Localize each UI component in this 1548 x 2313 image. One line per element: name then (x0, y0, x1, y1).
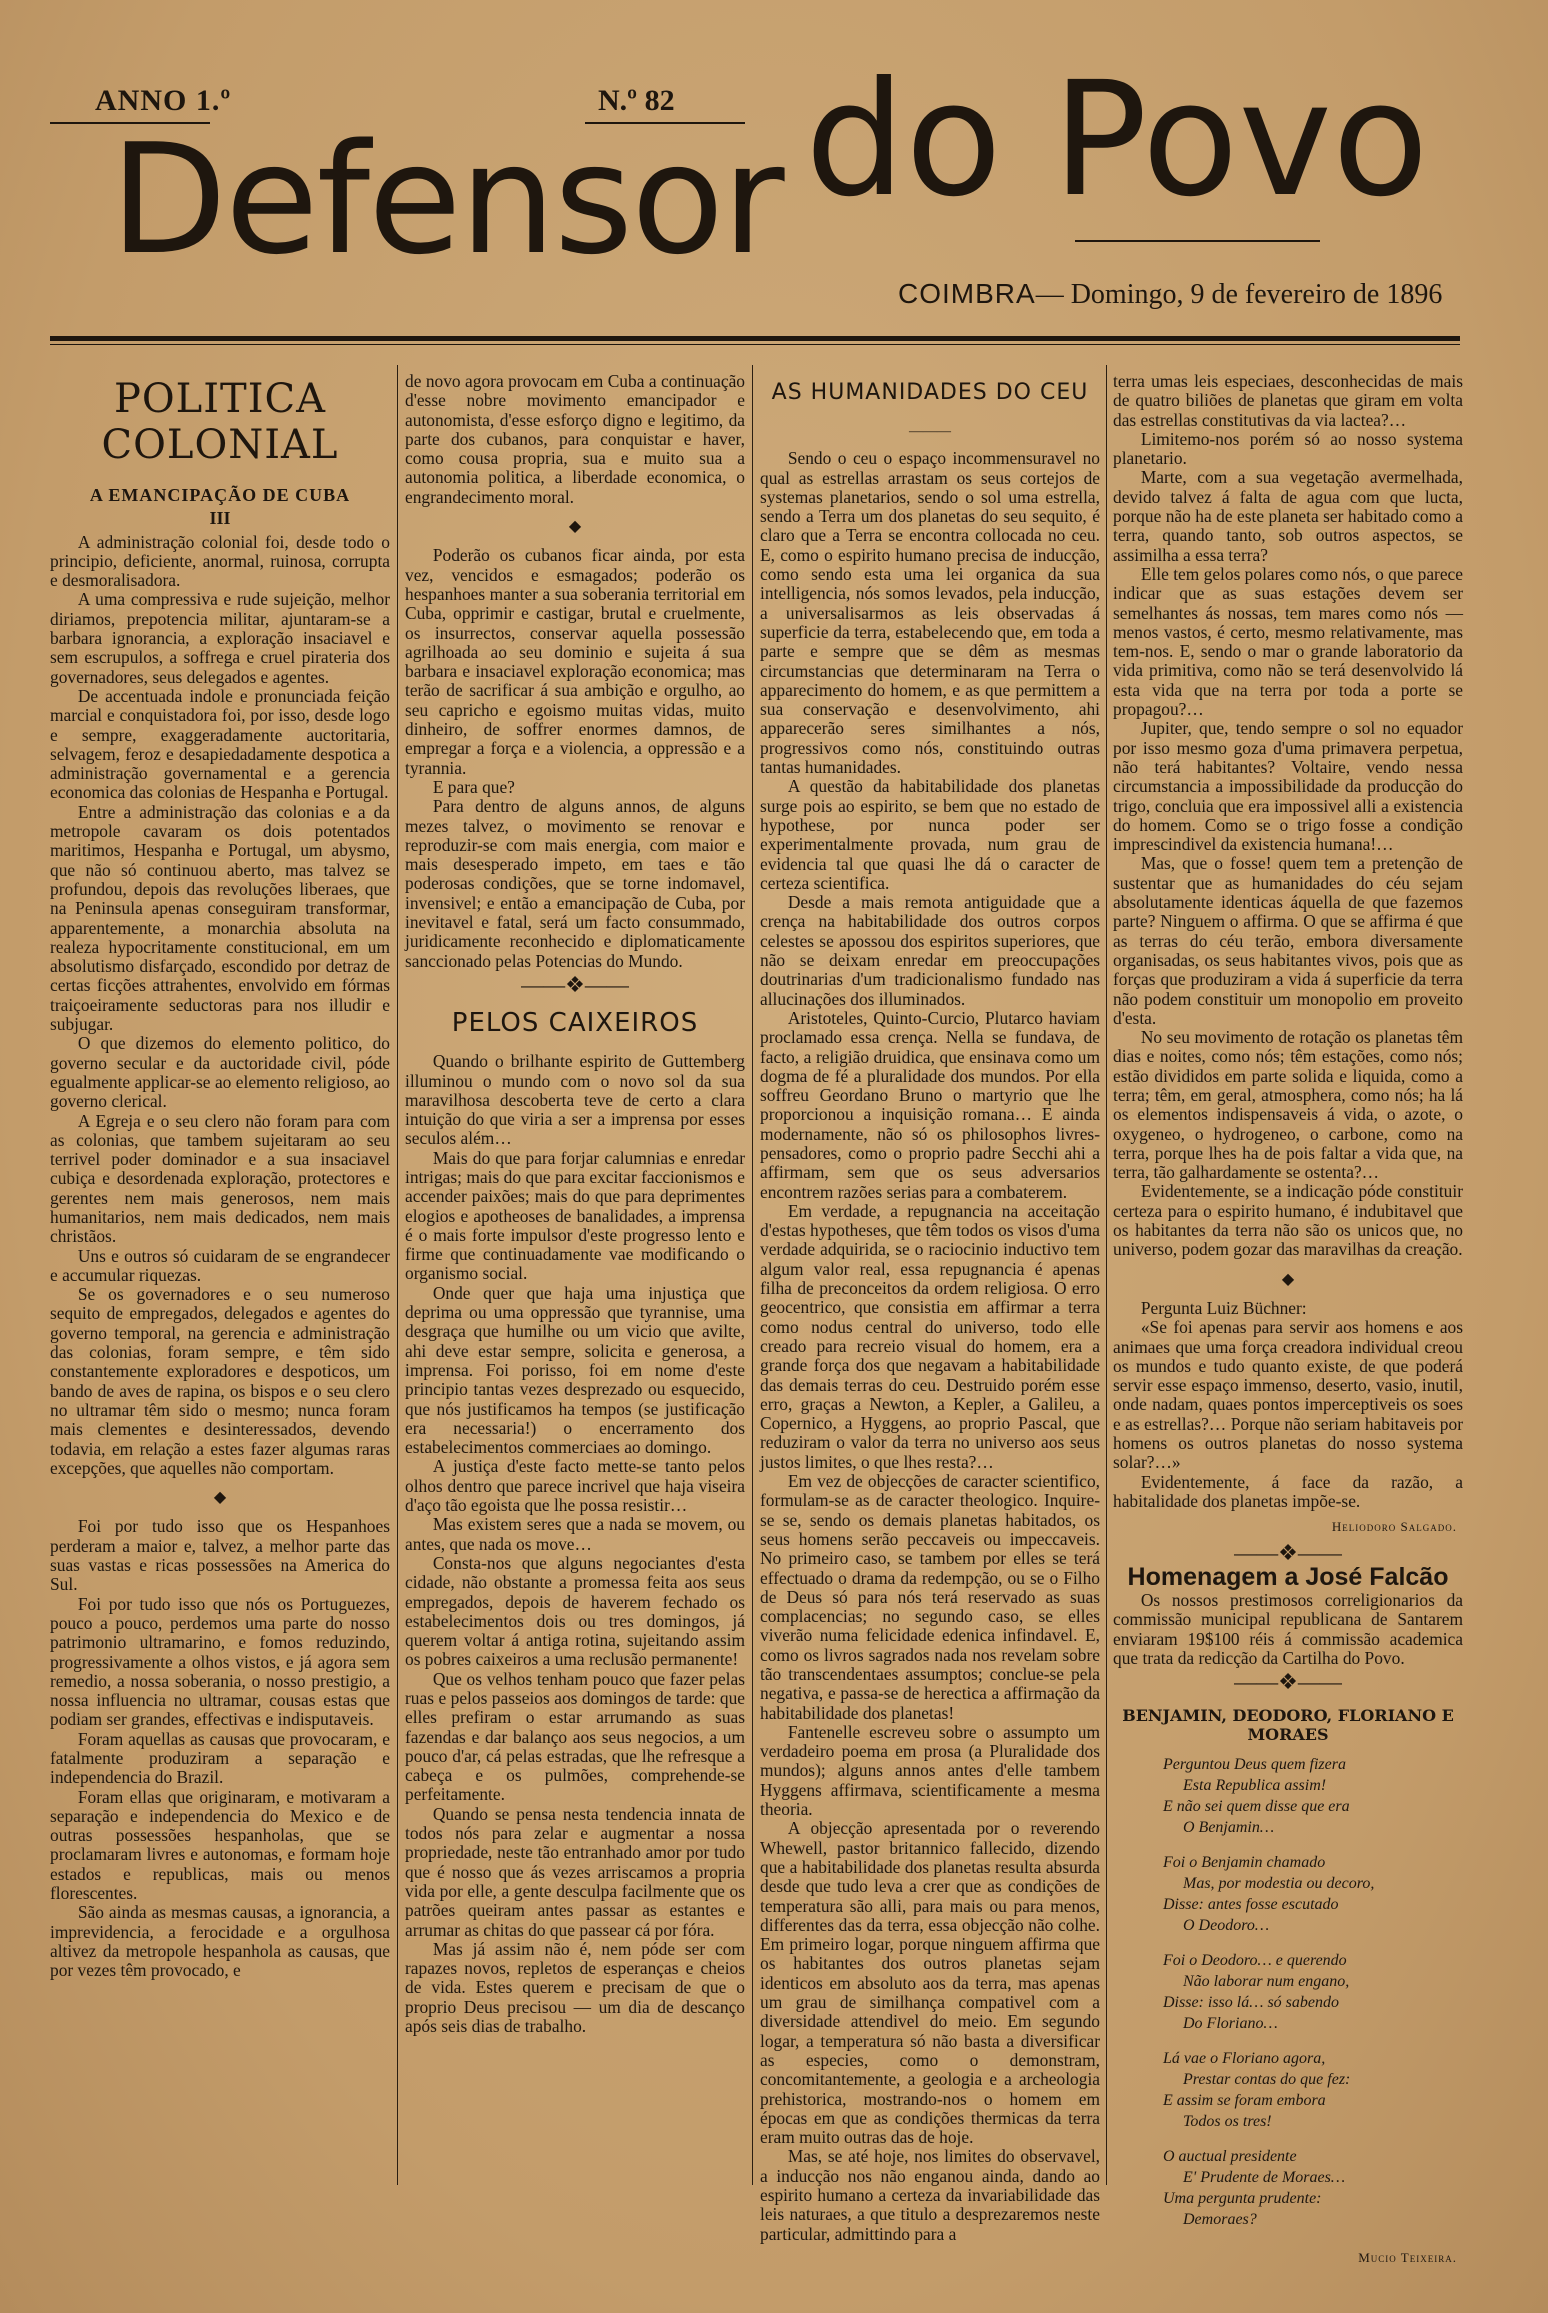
paragraph: de novo agora provocam em Cuba a continuação d'esse nobre movimento emancipador e autonomista, d'esse esforço digno e legitimo, da parte dos cubanos, para conquistar e haver, como cousa propria, sua e muito sua a autonomia politica, a liberdade economica, o engrandecimento moral. (405, 371, 745, 507)
paragraph: Evidentemente, á face da razão, a habitalidade dos planetas impõe-se. (1113, 1471, 1463, 1511)
poem-line: E assim se foram embora (1163, 2092, 1326, 2110)
issue-year: ANNO 1.º (95, 84, 232, 117)
paragraph: Elle tem gelos polares como nós, o que parece indicar que as suas estações devem ser semelhantes ás nossas, tem mares como nós — menos vastos, é certo, mesmo relativamente, mas tem-nos. E, sendo o mar o grande laboratorio da vida primitiva, como não se terá desenvolvido lá esta vida que na terra por toda a porte se propagou?… (1113, 563, 1463, 720)
poem-stanza (1163, 2048, 1463, 2132)
paragraph: Desde a mais remota antiguidade que a crença na habitabilidade dos outros corpos celestes se apossou dos espiritos superiores, que não se deixam enredar em preoccupações doutrinarias d'um tradicionalismo fundado nas allucinações dos illuminados. (760, 892, 1100, 1009)
column-1 (50, 372, 390, 2180)
column-3 (760, 372, 1100, 2244)
paragraph: Fantenelle escreveu sobre o assumpto um verdadeiro poema em prosa (a Pluralidade dos mundos); alguns annos antes d'elle tambem Hyggens affirmava, scientificamente a mesma theoria. (760, 1721, 1100, 1820)
paragraph: Foram ellas que originaram, e motivaram a separação e independencia do Mexico e de outras possessões hespanholas, que se proclamaram livres e autonomas, e formam hoje estados e republicas, mais ou menos florescentes. (50, 1786, 390, 1904)
poem-line: Mas, por modestia ou decoro, (1183, 1875, 1375, 1893)
poem-line: Disse: antes fosse escutado (1163, 1896, 1339, 1914)
paragraph: «Se foi apenas para servir aos homens e aos animaes que uma força creadora individual creou os mundos e tudo quanto existe, de que poderá servir esse espaço immenso, deserto, vasio, inutil, onde nadam, quaes pontos imperceptiveis os soes e as estrellas?… Porque não seriam habitaveis por homens os outros planetas do nosso systema solar?…» (1113, 1317, 1463, 1473)
paragraph: Mais do que para forjar calumnias e enredar intrigas; mais do que para excitar faccionismos e accender paixões; mais do que para deprimentes elogios e apotheoses de banalidades, a imprensa é o mais forte impulsor d'este progresso lento e firme que continuadamente vae modificando o organismo social. (405, 1147, 745, 1284)
poem-line: Esta Republica assim! (1183, 1777, 1327, 1795)
paragraph: Se os governadores e o seu numeroso sequito de empregados, delegados e agentes do governo temporal, na gerencia e administração das colonias, foram sempre, e têm sido constantemente exploradores e despoticos, um bando de aves de rapina, os bispos e o seu clero no ultramar têm sido o mesmo; nunca foram mais clementes e desinteressados, devendo todavia, em relação a estes fazer algumas raras excepções, que aquelles não comportam. (50, 1284, 390, 1478)
poem-stanza (1163, 1852, 1463, 1936)
poem-line: Foi o Deodoro… e querendo (1163, 1952, 1347, 1970)
paragraph: Em vez de objecções de caracter scientifico, formulam-se as de caracter theologico. Inquire-se se, sendo os demais planetas habitados, os seus homens serão peccaveis ou impeccaveis. No primeiro caso, se tambem por elles se terá effectuado o drama da redempção, ou se o Filho de Deus só para nós terá reservado as suas complacencias; no segundo caso, se elles viverão numa felicidade edenica infindavel. E, como os livros sagrados nada nos revelam sobre tão transcendentaes assumptos; conclue-se pela negativa, e passa-se de herectica a affirmação da habitabilidade dos planetas! (760, 1471, 1100, 1723)
paragraph: A administração colonial foi, desde todo o principio, deficiente, anormal, ruinosa, corrupta e desmoralisadora. (50, 531, 390, 591)
ornament-divider-icon: ——❖—— (521, 971, 629, 997)
paragraph: Onde quer que haja uma injustiça que deprima ou uma oppressão que tyrannise, uma desgraça que humilhe ou um vicio que avilte, ahi deve estar sempre, solicita e generosa, a imprensa. Foi porisso, foi em nome d'este principio tantas vezes desprezado ou esquecido, que nós justificamos ha tempos (se justificação era necessaria!) o encerramento dos estabelecimentos commerciaes ao domingo. (405, 1282, 745, 1458)
poem-line: O Deodoro… (1183, 1917, 1270, 1935)
column-2 (405, 372, 745, 2180)
paragraph: Os nossos prestimosos correligionarios da commissão municipal republicana de Santarem enviaram 19$100 réis á commissão academica que trata da redicção da Cartilha do Povo. (1113, 1590, 1463, 1668)
column-rule (397, 365, 398, 2185)
paragraph: O que dizemos do elemento politico, do governo secular e da auctoridade civil, póde egualmente applicar-se ao elemento religioso, ao governo clerical. (50, 1033, 390, 1112)
paragraph: Mas existem seres que a nada se movem, ou antes, que nada os move… (405, 1514, 745, 1554)
poem-stanza (1163, 2146, 1463, 2230)
paragraph: Mas, que o fosse! quem tem a pretenção de sustentar que as humanidades do céu sejam absolutamente identicas áquella de que fazemos parte? Ninguem o affirma. O que se affirma é que as terras do céu terão, embora diversamente organisadas, os seus habitantes vivos, pois que as forças que produziram a vida á superficie da terra não podem constituir um monopolio em proveito d'esta. (1113, 853, 1463, 1028)
paragraph: No seu movimento de rotação os planetas têm dias e noites, como nós; têm estações, como nós; estão divididos em parte solida e liquida, como a terra; têm, em geral, atmosphera, como nós; ha lá os elementos indispensaveis á vida, o azote, o oxygeneo, o hydrogeneo, o carbone, como na terra, porque lhes ha de pois faltar a vida que, na terra, tão galhardamente se ostenta?… (1113, 1027, 1463, 1183)
masthead-title-left: Defensor (110, 111, 783, 288)
paragraph: A questão da habitabilidade dos planetas surge pois ao espirito, se bem que no estado de hypothese, por nunca poder ser experimentalmente provada, num grau de evidencia tal que quasi lhe dá o caracter de certeza scientifica. (760, 776, 1100, 893)
paragraph: De accentuada indole e pronunciada feição marcial e conquistadora foi, por isso, desde logo e sempre, exaggeradamente auctoritaria, selvagem, feroz e desapiedadamente despotica a administração governamental e a gerencia economica das colonias de Hespanha e Portugal. (50, 685, 390, 803)
paragraph: Em verdade, a repugnancia na acceitação d'estas hypotheses, que têm todos os visos d'uma verdade adquirida, se o raciocinio inductivo tem algum valor real, essa repugnancia é apenas filha de preconceitos da ordem religiosa. O erro geocentrico, que consistia em affirmar a terra como nodus central do universo, todo elle creado para recreio visual do homem, era a grande força dos que negavam a habitabilidade das demais terras do ceu. Destruido porém esse erro, graças a Newton, a Kepler, a Galileu, a Copernico, a Hyggens, ao proprio Pascal, que reduziram o valor da terra no universo aos seus justos limites, o que lhes resta?… (760, 1200, 1100, 1472)
section-dingbat-icon: ◆ (568, 518, 582, 536)
paragraph: São ainda as mesmas causas, a ignorancia, a imprevidencia, a ferocidade e a orgulhosa altivez da metropole hespanhola as causas, que por vezes têm provocado, e (50, 1902, 390, 1981)
paragraph: Evidentemente, se a indicação póde constituir certeza para o espirito humano, é indubitavel que os habitantes da terra não são os unicos que, no universo, podem gozar das maravilhas da creação. (1113, 1181, 1463, 1260)
paragraph: A Egreja e o seu clero não foram para com as colonias, que tambem sujeitaram ao seu terrivel poder dominador e a sua insaciavel cubiça e desordenada exploração, protectores e gerentes nem mais generosos, nem mais humanitarios, nem mais dedicados, nem mais christãos. (50, 1110, 390, 1247)
poem-line: Uma pergunta prudente: (1163, 2190, 1322, 2208)
section-dingbat-icon: ◆ (1281, 1270, 1295, 1288)
paragraph: Quando se pensa nesta tendencia innata de todos nós para zelar e augmentar a nossa propriedade, neste tão entranhado amor por tudo que é nosso que ás vezes arriscamos a propria vida por elle, a gente desculpa facilmente que os patrões queiram antes passar as estantes e arrumar as chitas do que passear cá por fóra. (405, 1803, 745, 1940)
paragraph: Mas, se até hoje, nos limites do observavel, a inducção nos não enganou ainda, dando ao espirito humano a certeza da invariabilidade das leis naturaes, a que titulo a desprezaremos neste particular, admittindo para a (760, 2146, 1100, 2244)
paragraph: Que os velhos tenham pouco que fazer pelas ruas e pelos passeios aos domingos de tarde: que elles prefiram o estar arrumando as suas fazendas e dar balanço aos seus negocios, a um pouco d'ar, cá pelas estradas, que lhe refresque a cabeça e os pulmões, comprehende-se perfeitamente. (405, 1668, 745, 1805)
article-title: POLITICA COLONIAL (101, 376, 339, 468)
dateline (898, 278, 1442, 311)
paragraph: A uma compressiva e rude sujeição, melhor diriamos, prepotencia militar, ajuntaram-se a barbara ignorancia, a exploração insaciavel e sem escrupulos, a soffrega e cruel pirateria dos governadores, seus delegados e agentes. (50, 589, 390, 687)
poem-stanza (1163, 1950, 1463, 2034)
paragraph: Foram aquellas as causas que provocaram, e fatalmente produziram a separação e independencia do Brazil. (50, 1728, 390, 1788)
paragraph: Jupiter, que, tendo sempre o sol no equador por isso mesmo goza d'uma primavera perpetua, não terá habitantes? Voltaire, vendo nessa circumstancia a impossibilidade da producção do trigo, concluia que era impossivel alli a existencia do homem. Como se o trigo fosse a condição imprescindivel da existencia humana!… (1113, 718, 1463, 855)
masthead-title-right: do Povo (805, 48, 1429, 232)
paragraph: Uns e outros só cuidaram de se engrandecer e accumular riquezas. (50, 1245, 390, 1285)
poem-line: Não laborar num engano, (1183, 1973, 1350, 1991)
masthead-underline (1075, 240, 1320, 242)
poem-line: Foi o Benjamin chamado (1163, 1854, 1326, 1872)
article-title: PELOS CAIXEIROS (451, 1008, 699, 1039)
article-title: AS HUMANIDADES DO CEU (771, 380, 1089, 405)
paragraph: Foi por tudo isso que nós os Portuguezes, pouco a pouco, perdemos uma parte do nosso patrimonio ultramarino, e fomos reduzindo, progressivamente a olhos vistos, e já agora sem remedio, a nossa soberania, o nosso prestigio, a nossa influencia no ultramar, cousas estas que podiam ser grandes, effectivas e indisputaveis. (50, 1593, 390, 1730)
paragraph: Mas já assim não é, nem póde ser com rapazes novos, repletos de esperanças e cheios de vida. Estes querem e precisam de que o proprio Deus precisou — um dia de descanço após seis dias de trabalho. (405, 1938, 745, 2037)
paragraph: Foi por tudo isso que os Hespanhoes perderam a maior e, talvez, a melhor parte das suas vastas e ricas possessões na America do Sul. (50, 1516, 390, 1595)
poem-line: O Benjamin… (1183, 1819, 1275, 1837)
paragraph: Quando o brilhante espirito de Guttemberg illuminou o mundo com o novo sol da sua maravilhosa descoberta teve de certo a clara intuição do que viria a ser a imprensa por esses seculos além… (405, 1051, 745, 1149)
column-rule (1106, 365, 1107, 2185)
section-dingbat-icon: ◆ (213, 1489, 227, 1507)
paragraph: Aristoteles, Quinto-Curcio, Plutarco haviam proclamado essa crença. Nella se fundava, de facto, a religião druidica, que ensinava como um dogma de fé a pluralidade dos mundos. Por ella soffreu Geordano Bruno o martyrio que lhe proporcionou a inquisição romana… E ainda modernamente, não só os philosophos livres-pensadores, como o proprio padre Secchi ahi a affirmam, sem que os seus adversarios encontrem razões serias para a combaterem. (760, 1007, 1100, 1202)
poem-line: Todos os tres! (1183, 2113, 1272, 2131)
column-4 (1113, 371, 1463, 2266)
poem-line: Do Floriano… (1183, 2015, 1278, 2033)
poem-line: O auctual presidente (1163, 2148, 1297, 2166)
poem-line: Demoraes? (1183, 2211, 1257, 2229)
poem-line: E' Prudente de Moraes… (1183, 2169, 1346, 2187)
masthead-bar (50, 336, 1460, 345)
poem-line: Lá vae o Floriano agora, (1163, 2050, 1326, 2068)
paragraph: Pergunta Luiz Büchner: (1140, 1297, 1307, 1318)
paragraph: Sendo o ceu o espaço incommensuravel no qual as estrellas arrastam os seus cortejos de systemas planetarios, sendo o sol uma estrella, sendo a Terra um dos planetas do seu sequito, é claro que a Terra se encontra collocada no ceu. E, como o espirito humano precisa de inducção, como sendo esta uma lei organica da sua intelligencia, nós somos levados, pela inducção, a universalisarmos as leis observadas á superficie da terra, estabelecendo que, em toda a parte e sempre que se dêm as mesmas circumstancias que determinaram na Terra o apparecimento do homem, e as que permittem a sua conservação e desenvolvimento, ahi apparecerão seres similhantes a nós, progressivos como nós, constituindo outras tantas humanidades. (760, 448, 1100, 778)
poem-signature: Mucio Teixeira. (1358, 2250, 1457, 2266)
ornament-divider-icon: ——❖—— (1234, 1669, 1342, 1695)
poem-line: Disse: isso lá… só sabendo (1163, 1994, 1340, 2012)
article-part: III (209, 508, 231, 529)
poem-line: E não sei quem disse que era (1163, 1798, 1350, 1816)
paragraph: A justiça d'este facto mette-se tanto pelos olhos dentro que parece incrivel que haja viseira d'aço tão egoista que lhe possa resistir… (405, 1456, 745, 1516)
dateline-city: COIMBRA (898, 278, 1036, 309)
poem (1163, 1754, 1463, 2230)
dateline-date: — Domingo, 9 de fevereiro de 1896 (1035, 279, 1443, 310)
paragraph: A objecção apresentada por o reverendo Whewell, pastor britannico fallecido, dizendo que a habitabilidade dos planetas resulta absurda desde que tudo leva a crer que as condições de temperatura são alli, para mais ou para menos, differentes das da terra, essa objecção não colhe. Em primeiro logar, porque ninguem affirma que os habitantes dos outros planetas sejam identicos em absoluto aos da terra, mas apenas um grau de similhança compativel com a diversidade attendivel do meio. Em segundo logar, a temperatura só não basta a diversificar as especies, como o demonstram, concomitantemente, a geologia e a archeologia prehistorica, mostrando-nos o homem em épocas em que as condições thermicas da terra eram muito outras das de hoje. (760, 1818, 1100, 2148)
article-signature: Heliodoro Salgado. (1331, 1519, 1457, 1535)
paragraph: Poderão os cubanos ficar ainda, por esta vez, vencidos e esmagados; poderão os hespanhoes manter a sua soberania territorial em Cuba, opprimir e castigar, brutal e cruelmente, os insurrectos, conservar aquella possessão agrilhoada ao seu dominio e sujeita á sua barbara e insaciavel exploração economica; mas terão de sacrificar á sua ambição e orgulho, ao seu capricho e egoismo muitas vidas, muito dinheiro, de soffrer enormes damnos, de empregar a força e a violencia, a oppressão e a tyrannia. (405, 545, 745, 778)
column-rule (752, 365, 753, 2185)
ornament-divider-icon: ——❖—— (1234, 1539, 1342, 1565)
issue-number: N.º 82 (598, 84, 675, 117)
paragraph: Entre a administração das colonias e a da metropole cavaram os dois potentados maritimos, Hespanha e Portugal, um abysmo, que não só continuou aberto, mas talvez se profundou, depois das revoluções liberaes, que na Peninsula apenas conseguiram transformar, apparentemente, a monarchia absoluta na realeza hypocritamente constitucional, em um absolutismo disfarçado, escondido por detraz de certas ficções attrahentes, envolvido em fórmas traiçoeiramente seductoras para nos illudir e subjugar. (50, 801, 390, 1035)
poem-title: BENJAMIN, DEODORO, FLORIANO E MORAES (1122, 1705, 1454, 1744)
article-title: Homenagem a José Falcão (1127, 1562, 1449, 1591)
article-subtitle: A EMANCIPAÇÃO DE CUBA (89, 485, 351, 505)
paragraph: E para que? (432, 776, 515, 797)
title-underline: ――― (909, 424, 951, 439)
poem-line: Prestar contas do que fez: (1183, 2071, 1351, 2089)
paragraph: Consta-nos que alguns negociantes d'esta cidade, não obstante a promessa feita aos seus empregados, depois de haverem fechado os estabelecimentos dois ou tres domingos, já querem voltar á antiga rotina, sujeitando assim os pobres caixeiros a uma reclusão permanente! (405, 1552, 745, 1670)
paragraph: Limitemo-nos porém só ao nosso systema planetario. (1113, 428, 1463, 469)
poem-stanza (1163, 1754, 1463, 1838)
poem-line: Perguntou Deus quem fizera (1163, 1756, 1346, 1774)
paragraph: terra umas leis especiaes, desconhecidas de mais de quatro biliões de planetas que giram em volta das estrellas constitutivas da via lactea?… (1113, 371, 1463, 430)
paragraph: Para dentro de alguns annos, de alguns mezes talvez, o movimento se renovar e reproduzir-se com mais energia, com maior e mais desesperado impeto, em taes e tão poderosas condições, que se torne indomavel, invensivel; e então a emancipação de Cuba, por inevitavel e fatal, será um facto consummado, juridicamente reconhecido e diplomaticamente sanccionado pelas Potencias do Mundo. (405, 796, 745, 971)
paragraph: Marte, com a sua vegetação avermelhada, devido talvez á falta de agua com que lucta, porque não ha de este planeta ser habitado como a terra, quando tanto, sob outros aspectos, se assimilha a essa terra? (1113, 467, 1463, 565)
